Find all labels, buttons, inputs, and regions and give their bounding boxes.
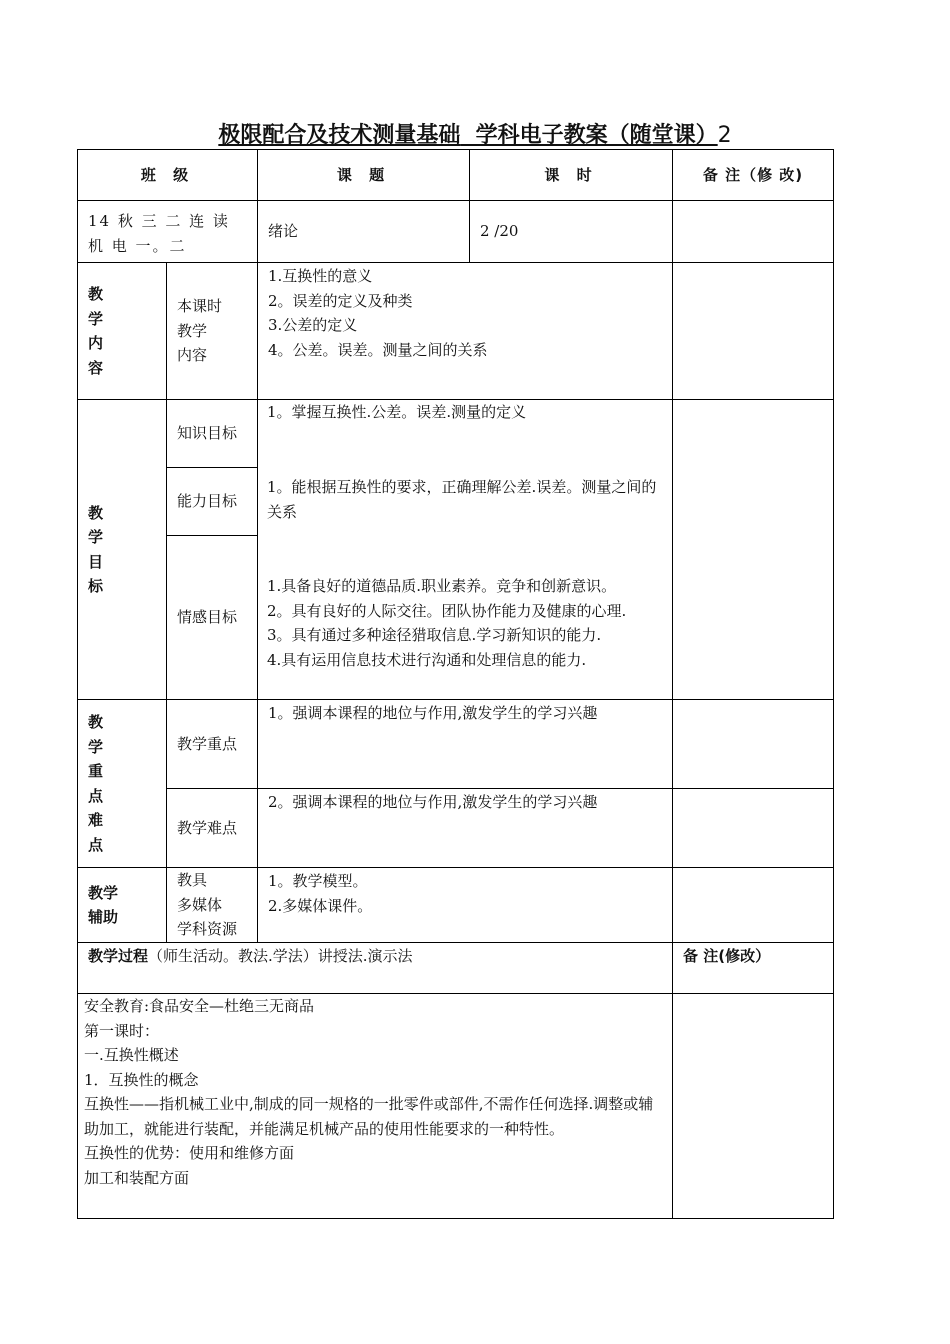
difficult-label-text: 教学难点 — [177, 818, 238, 837]
hours-value — [469, 200, 673, 263]
notes-objectives-cell — [672, 399, 834, 700]
process-methods: （师生活动。教法.学法）讲授法.演示法 — [148, 947, 413, 965]
content-item: 3.公差的定义 — [268, 316, 358, 334]
process-notes-label: 备 注(修改） — [672, 942, 834, 994]
notes-difficult-cell — [672, 788, 834, 868]
aids-label-line: 教学 — [88, 883, 119, 902]
emotion-item: 3。具有通过多种途径猎取信息.学习新知识的能力. — [267, 626, 602, 644]
difficult-label — [166, 788, 258, 868]
process-header — [77, 942, 673, 994]
emotion-item: 4.具有运用信息技术进行沟通和处理信息的能力. — [267, 650, 587, 669]
ability-label-text: 能力目标 — [177, 492, 238, 511]
difficult-text: 2。强调本课程的地位与作用,激发学生的学习兴趣 — [257, 788, 673, 868]
process-line: 互换性的优势：使用和维修方面 — [84, 1144, 295, 1162]
header-hours — [469, 149, 673, 201]
objectives-label-char: 教 — [88, 503, 104, 522]
aids-items — [257, 867, 673, 943]
notes-process-cell — [672, 993, 834, 1219]
content-sublabel-line: 内容 — [177, 346, 208, 365]
aids-label-line: 辅助 — [88, 908, 119, 926]
aids-item: 1。教学模型。 — [268, 872, 368, 890]
keypoints-label-char: 点 — [88, 786, 104, 805]
content-label-char: 容 — [88, 358, 104, 377]
aids-sublabel-line: 教具 — [177, 871, 208, 890]
notes-info-cell — [672, 200, 834, 263]
emotion-item: 2。具有良好的人际交往。团队协作能力及健康的心理. — [267, 601, 627, 620]
keypoints-label-char: 教 — [88, 713, 104, 731]
content-item: 1.互换性的意义 — [268, 267, 373, 285]
content-items — [257, 262, 673, 400]
keypoints-label-char: 难 — [88, 811, 104, 829]
knowledge-label-text: 知识目标 — [177, 424, 238, 443]
aids-sublabel-line: 多媒体 — [177, 895, 223, 914]
header-topic-label: 课 题 — [336, 165, 391, 184]
hours-value-text: 2 /20 — [480, 222, 519, 241]
knowledge-text: 1。掌握互换性.公差。误差.测量的定义 — [267, 403, 527, 421]
content-item: 2。误差的定义及种类 — [268, 291, 413, 310]
aids-sublabel-line: 学科资源 — [177, 920, 238, 939]
aids-item: 2.多媒体课件。 — [268, 896, 373, 915]
process-label: 教学过程 — [88, 947, 149, 965]
objectives-label — [77, 399, 167, 700]
process-line: 互换性——指机械工业中,制成的同一规格的一批零件或部件,不需作任何选择.调整或辅助加工，就能进行装配，并能满足机械产品的使用性能要求的一种特性。 — [84, 1095, 654, 1138]
topic-value-text: 绪论 — [268, 222, 299, 241]
content-label-char: 学 — [88, 309, 104, 328]
header-hours-label: 课 时 — [544, 165, 598, 184]
title-subject: 极限配合及技术测量基础 — [218, 123, 461, 148]
header-notes-label: 备 注（修 改) — [702, 165, 804, 184]
page-title — [0, 120, 950, 152]
ability-text: 1。能根据互换性的要求，正确理解公差.误差。测量之间的关系 — [267, 478, 657, 521]
objectives-label-char: 目 — [88, 552, 104, 571]
aids-label — [77, 867, 167, 943]
content-sublabel — [166, 262, 258, 400]
emotion-label — [166, 535, 258, 700]
process-line: 1．互换性的概念 — [84, 1070, 199, 1089]
objectives-label-char: 标 — [88, 577, 104, 595]
notes-aids-cell — [672, 867, 834, 943]
process-line: 一.互换性概述 — [84, 1046, 179, 1064]
keypoints-label — [77, 699, 167, 868]
key-text: 1。强调本课程的地位与作用,激发学生的学习兴趣 — [257, 699, 673, 789]
header-notes — [672, 149, 834, 201]
topic-value — [257, 200, 470, 263]
header-class — [77, 149, 258, 201]
key-label — [166, 699, 258, 789]
notes-key-cell — [672, 699, 834, 789]
keypoints-label-char: 重 — [88, 762, 104, 780]
emotion-label-text: 情感目标 — [177, 608, 238, 627]
process-line: 第一课时： — [84, 1021, 160, 1040]
emotion-item: 1.具备良好的道德品质.职业素养。竞争和创新意识。 — [267, 577, 617, 595]
process-body — [77, 993, 673, 1219]
header-class-label: 班 级 — [140, 165, 195, 184]
title-doc-type: 学科电子教案（随堂课） — [460, 123, 718, 148]
content-sublabel-line: 本课时 — [177, 297, 223, 316]
ability-label — [166, 467, 258, 536]
class-value: 14 秋 三 二 连 读 机 电 一。二 — [77, 200, 258, 263]
content-sublabel-line: 教学 — [177, 321, 208, 340]
key-label-text: 教学重点 — [177, 734, 238, 753]
emotion-items — [267, 574, 667, 672]
title-number: 2 — [717, 123, 732, 148]
header-topic — [257, 149, 470, 201]
content-label-char: 内 — [88, 334, 104, 352]
notes-content-cell — [672, 262, 834, 400]
content-label-char: 教 — [88, 285, 104, 303]
knowledge-label — [166, 399, 258, 468]
objectives-label-char: 学 — [88, 528, 104, 546]
content-label — [77, 262, 167, 400]
process-line: 加工和装配方面 — [84, 1168, 190, 1187]
keypoints-label-char: 学 — [88, 737, 104, 756]
process-line: 安全教育:食品安全—杜绝三无商品 — [84, 997, 315, 1015]
content-item: 4。公差。误差。测量之间的关系 — [268, 340, 488, 359]
keypoints-label-char: 点 — [88, 835, 104, 854]
aids-sublabel — [166, 867, 258, 943]
